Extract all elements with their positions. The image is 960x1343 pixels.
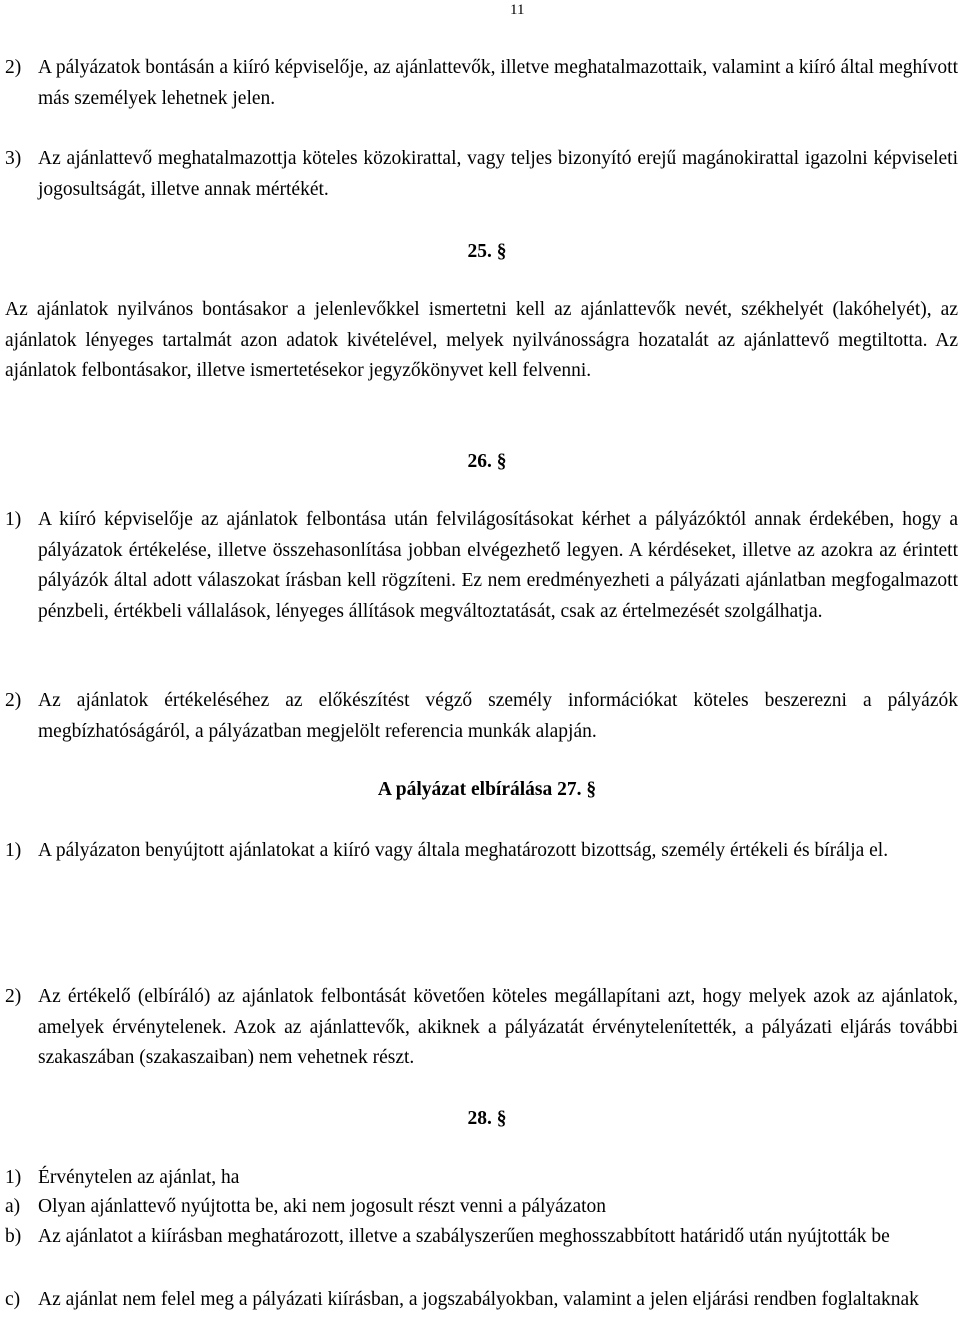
item-number: a) — [5, 1196, 21, 1217]
item-number: c) — [5, 1289, 21, 1310]
item-number: 2) — [5, 57, 22, 78]
list-item — [5, 144, 958, 205]
item-text: Az ajánlatot a kiírásban meghatározott, illetve a szabályszerűen meghosszabbított határidő után nyújtották be — [38, 1226, 890, 1247]
item-text: Az ajánlat nem felel meg a pályázati kiírásban, a jogszabályokban, valamint a jelen eljárási rendben foglaltaknak — [38, 1289, 919, 1310]
item-number: 1) — [5, 509, 22, 530]
section-heading-28: 28. § — [467, 1108, 507, 1129]
section-heading-27: A pályázat elbírálása 27. § — [377, 779, 597, 800]
list-item — [5, 686, 958, 747]
list-item — [5, 1163, 958, 1194]
item-text: Az értékelő (elbíráló) az ajánlatok felbontását követően köteles megállapítani azt, hogy melyek azok az ajánlatok, amelyek érvénytelenek. Azok az ajánlattevők, akiknek a pályázatát érvénytelenítették, a pályázati eljárás további szakaszában (szakaszaiban) nem vehetnek részt. — [38, 986, 958, 1068]
list-item — [5, 1285, 958, 1316]
item-text: Olyan ajánlattevő nyújtotta be, aki nem jogosult részt venni a pályázaton — [38, 1196, 607, 1217]
item-number: 1) — [5, 840, 22, 861]
item-number: 2) — [5, 690, 22, 711]
list-item — [5, 982, 958, 1074]
list-item — [5, 505, 958, 627]
list-item — [5, 1192, 958, 1223]
item-number: 3) — [5, 148, 22, 169]
page-number: 11 — [510, 2, 525, 18]
item-number: 1) — [5, 1167, 22, 1188]
section-heading-26: 26. § — [467, 451, 507, 472]
list-item — [5, 1222, 958, 1253]
item-text: Az ajánlatok értékeléséhez az előkészítést végző személy információkat köteles beszerezni a pályázók megbízhatóságáról, a pályázatban megjelölt referencia munkák alapján. — [38, 690, 958, 742]
item-text: Érvénytelen az ajánlat, ha — [38, 1167, 240, 1188]
section-heading-25: 25. § — [467, 241, 507, 262]
item-text: Az ajánlattevő meghatalmazottja köteles közokirattal, vagy teljes bizonyító erejű magánokirattal igazolni képviseleti jogosultságát, illetve annak mértékét. — [38, 148, 958, 200]
list-item — [5, 53, 958, 114]
item-text: A pályázaton benyújtott ajánlatokat a kiíró vagy általa meghatározott bizottság, személy értékeli és bírálja el. — [38, 840, 889, 861]
item-number: b) — [5, 1226, 22, 1247]
item-number: 2) — [5, 986, 22, 1007]
item-text: A kiíró képviselője az ajánlatok felbontása után felvilágosításokat kérhet a pályázóktól annak érdekében, hogy a pályázatok értékelése, illetve összehasonlítása jobban elvégezhető legyen. A kérdéseket, illetve az azokra az érintett pályázók által adott válaszokat írásban kell rögzíteni. Ez nem eredményezheti a pályázati ajánlatban megfogalmazott pénzbeli, értékbeli vállalások, lényeges állítások megváltoztatását, csak az értelmezését szolgálhatja. — [38, 509, 958, 622]
list-item — [5, 836, 958, 867]
section-25-paragraph: Az ajánlatok nyilvános bontásakor a jelenlevőkkel ismertetni kell az ajánlattevők nevét, székhelyét (lakóhelyét), az ajánlatok lényeges tartalmát azon adatok kivételével, melyek nyilvánosságra hozatalát az ajánlattevő megtiltotta. Az ajánlatok felbontásakor, illetve ismertetésekor jegyzőkönyvet kell felvenni. — [5, 299, 958, 381]
item-text: A pályázatok bontásán a kiíró képviselője, az ajánlattevők, illetve meghatalmazottaik, valamint a kiíró által meghívott más személyek lehetnek jelen. — [38, 57, 958, 109]
